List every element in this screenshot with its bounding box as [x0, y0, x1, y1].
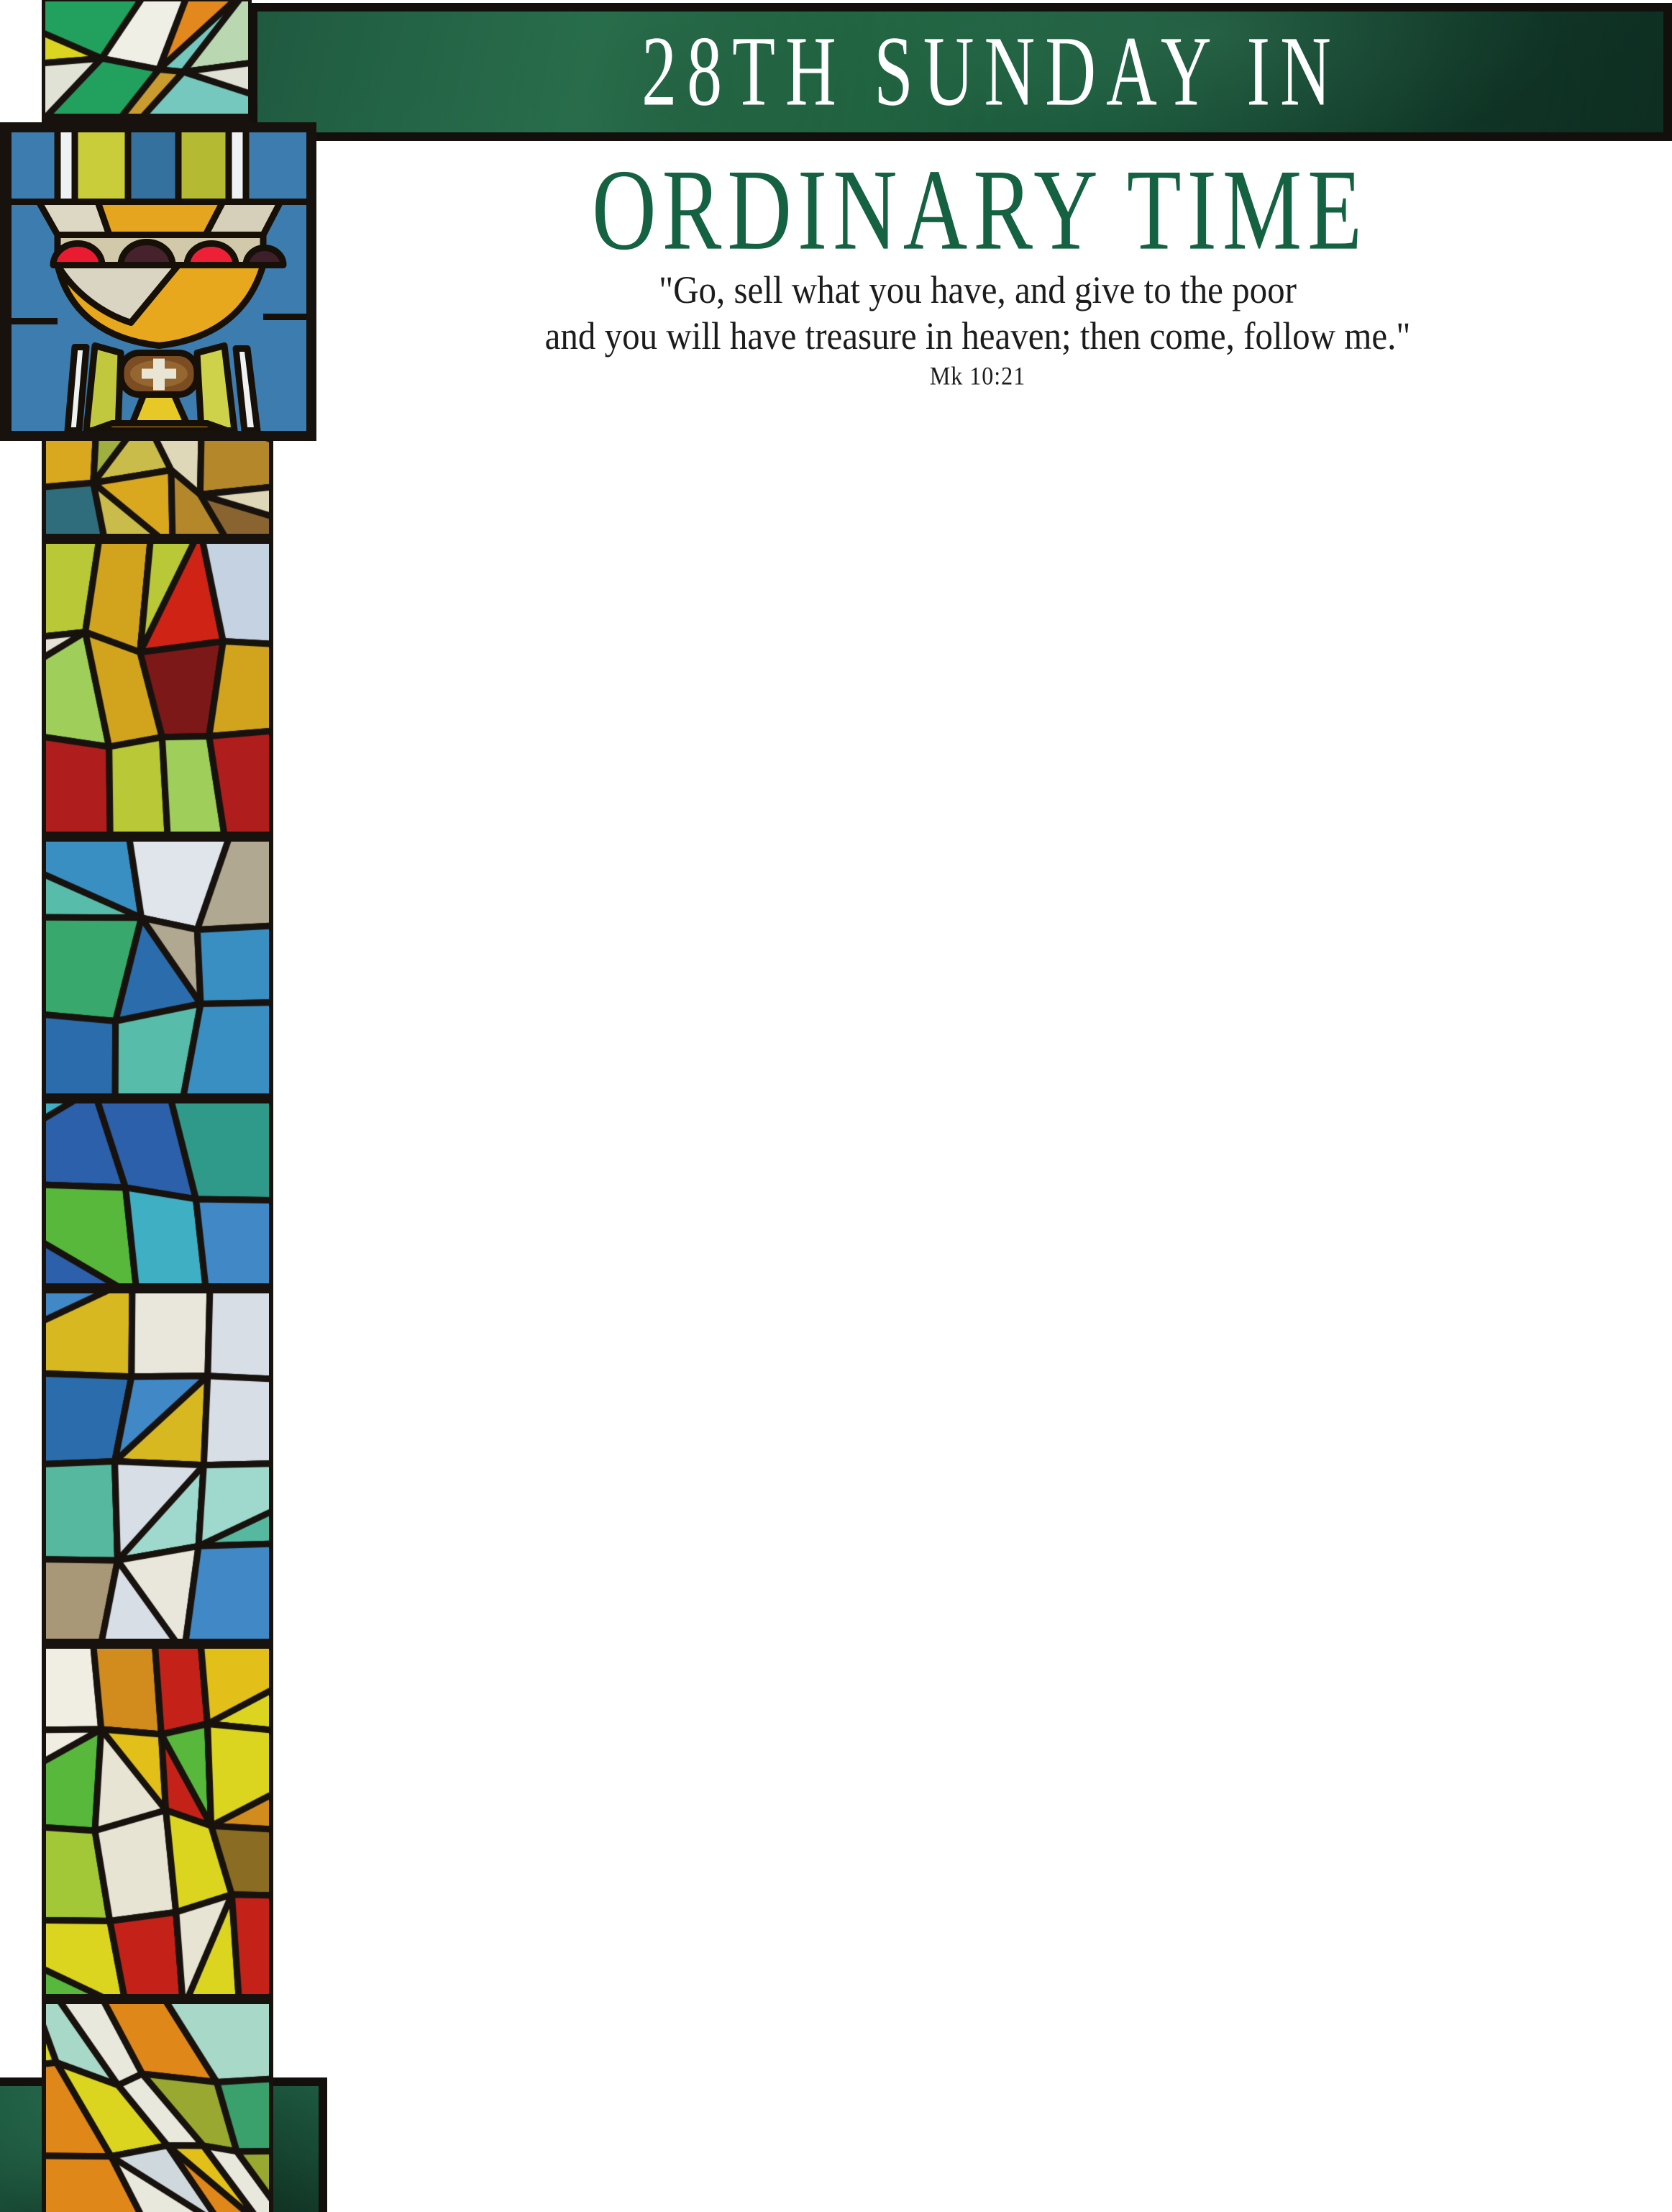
banner-background [257, 12, 1663, 132]
scripture-citation [302, 361, 1672, 391]
stained-glass-mosaic [45, 1, 248, 114]
quote-line-2: and you will have treasure in heaven; then come, follow me." [544, 314, 1411, 358]
stained-glass-mosaic [46, 842, 269, 1093]
quote-line-1: "Go, sell what you have, and give to the poor [659, 268, 1297, 311]
stained-glass-mosaic [46, 544, 269, 832]
stained-glass-top-piece [42, 0, 252, 124]
chalice-panel [0, 122, 316, 441]
stained-glass-mosaic [46, 430, 269, 534]
scripture-quote [302, 265, 1672, 357]
scripture-citation-text: Mk 10:21 [929, 361, 1026, 391]
stained-glass-mosaic [46, 1649, 269, 1994]
page-title [316, 144, 1672, 274]
stained-glass-mosaic [46, 1103, 269, 1283]
banner-title: 28TH SUNDAY IN [641, 17, 1341, 127]
stained-glass-mosaic [46, 2004, 269, 2212]
chalice-stained-glass-icon [12, 132, 306, 431]
page-title-text: ORDINARY TIME [592, 145, 1368, 274]
stained-glass-mosaic [46, 1293, 269, 1639]
banner [249, 3, 1672, 141]
